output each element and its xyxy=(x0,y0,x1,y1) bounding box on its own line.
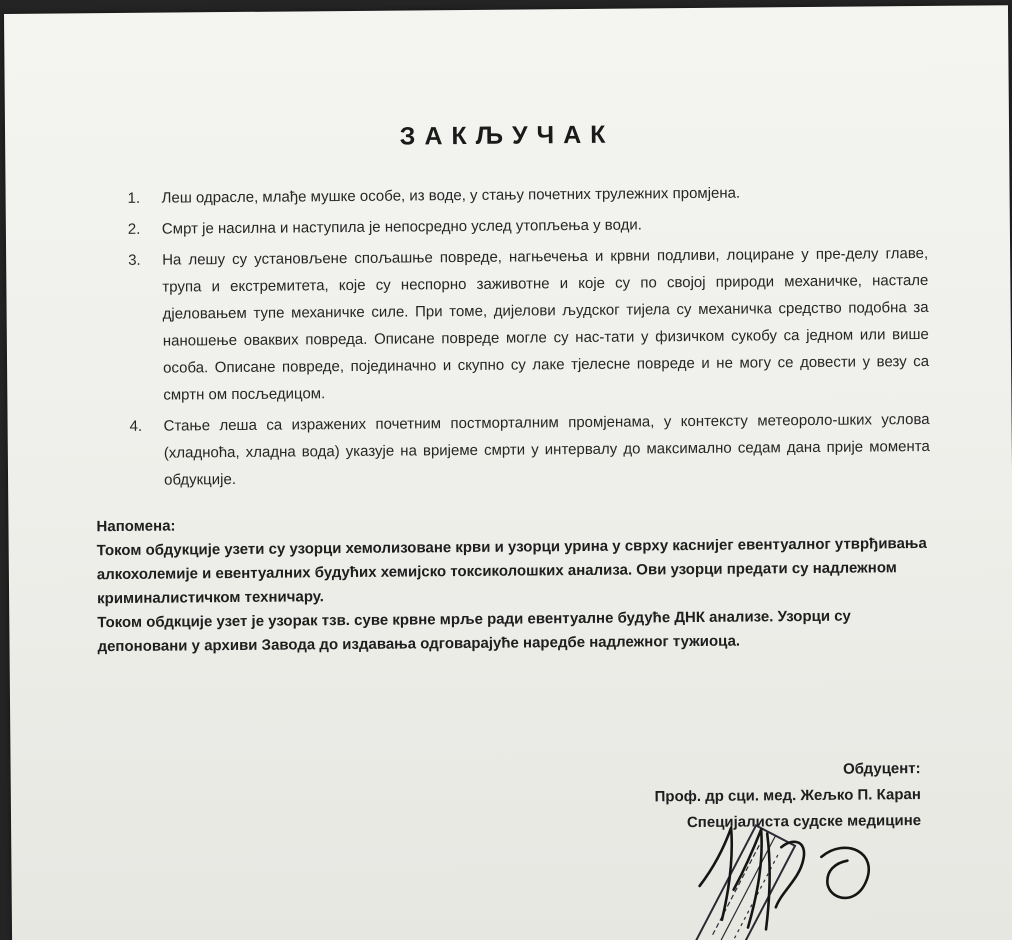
conclusions-list xyxy=(127,178,930,498)
conclusion-item-4 xyxy=(129,406,930,494)
signature-name: Проф. др сци. мед. Жељко П. Каран xyxy=(654,786,921,806)
note-heading: Напомена: xyxy=(96,517,176,536)
handwritten-signature xyxy=(699,826,869,929)
item-number: 3. xyxy=(128,251,141,269)
conclusion-item-1 xyxy=(127,178,927,212)
item-text: Леш одрасле, млађе мушке особе, из воде, у стању почетних трулежних промјена. xyxy=(161,184,741,207)
official-stamp xyxy=(696,825,795,940)
document-title: ЗАКЉУЧАК xyxy=(399,120,615,151)
conclusion-item-3 xyxy=(128,240,929,409)
document-sheet xyxy=(4,5,1012,940)
item-number: 2. xyxy=(127,220,141,238)
conclusion-item-2 xyxy=(128,209,928,243)
stamp-and-handwritten-signature xyxy=(671,806,892,940)
note-paragraph-dna: Током обдкције узет је узорак тзв. суве крвне мрље ради евентуалне будуће ДНК анализе. Узорци су депоновани у архиви Завода до издавања одговарајуће наредбе надлежног тужиоца. xyxy=(97,607,851,656)
signature-specialty: Специјалиста судске медицине xyxy=(686,812,922,832)
item-text: Стање леша са изражених почетним постморталним промјенама, у контексту метеороло-шких услова (хладноћа, хладна вода) указује на вријеме смрти у интервалу до максимално седам дана прије момента обдукције. xyxy=(163,410,930,489)
note-paragraph-samples: Током обдукције узети су узорци хемолизоване крви и узорци урина у сврху каснијег евентуалног утврђивања алкохолемије и евентуалних будућих хемијско токсиколошких анализа. Ови узорци предати су надлежном криминалистичком техничару. xyxy=(96,534,927,608)
item-text: Смрт је насилна и наступила је непосредно услед утопљења у води. xyxy=(161,216,642,238)
signature-role: Обдуцент: xyxy=(842,760,921,778)
item-number: 1. xyxy=(127,189,141,207)
item-text: На лешу су установљене спољашње повреде, нагњечења и крвни подливи, лоциране у пре-делу главе, трупа и екстремитета, које су неспорно заживотне и које су по својој природи механичке, настале дјеловањем тупе механичке силе. При томе, дијелови људског тијела су механичка средство подобна за наношење оваквих повреда. Описане повреде могле су нас-тати у физичком сукобу са једном или више особа. Описане повреде, појединачно и скупно су лаке тјелесне повреде и не могу се довести у везу са смртн ом посљедицом. xyxy=(162,244,930,404)
note-section xyxy=(96,508,937,659)
item-number: 4. xyxy=(129,417,143,435)
